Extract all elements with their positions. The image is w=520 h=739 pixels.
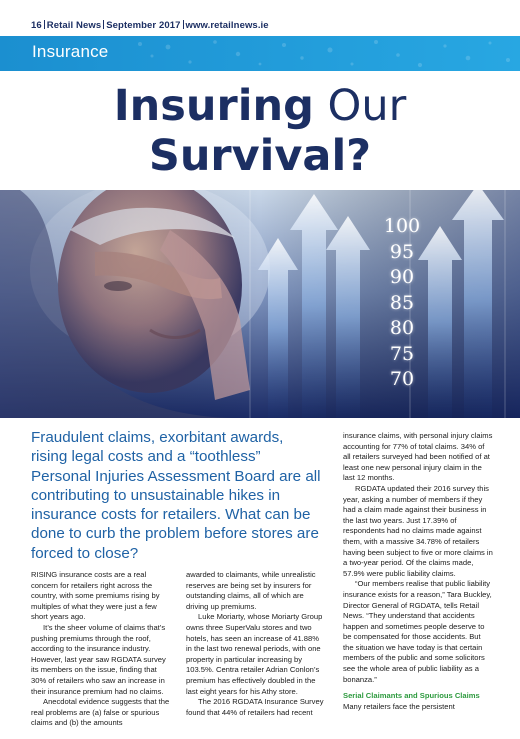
body-paragraph: Many retailers face the persistent [343,701,455,711]
body-paragraph: insurance claims, with personal injury claims accounting for 77% of total claims. 34% of all retailers surveyed had been notified of at least one new personal injury claim in the last 12 months. [343,431,493,483]
body-paragraph: It’s the sheer volume of claims that’s pushing premiums through the roof, according to the insurance industry. However, last year saw RGDATA survey its members on the issue, finding that 30% of retailers who saw an increase in their insurance premium had no claims. [31,622,166,696]
body-paragraph: “Our members realise that public liability insurance exists for a reason,” Tara Buckley, Director General of RGDATA, tells Retail News. “They understand that accidents happen and sometimes people deserve to be compensated for those accidents. But the situation we have today is that certain members of the public and some solicitors see the whole area of public liability as a bonanza.” [343,579,492,684]
page-header [31,20,269,31]
page-number: 16 [31,20,42,31]
body-column-2 [186,570,324,718]
scale-number: 90 [389,266,415,288]
hero-illustration [0,190,520,418]
header-divider [183,20,184,29]
header-divider [103,20,104,29]
scale-number: 70 [389,368,415,390]
header-divider [44,20,45,29]
hero-image [0,190,520,418]
section-label: Insurance [32,42,109,61]
body-column-3 [343,431,493,712]
body-column-1 [31,570,173,729]
scale-number: 85 [389,291,415,314]
scale-number: 80 [389,317,415,339]
body-paragraph: RGDATA updated their 2016 survey this year, asking a number of members if they had a claim made against their business in the last two years. Just 17.39% of respondents had no claims made against them, with a massive 34.78% of retailers having been subject to five or more claims in a two-year period. Of the claims made, 57.9% were public liability claims. [343,483,493,578]
headline-line-2: Survival? [148,131,372,181]
subheading: Serial Claimants and Spurious Claims [343,691,480,701]
scale-number: 95 [389,240,415,263]
scale-number: 100 [383,215,421,237]
body-paragraph: awarded to claimants, while unrealistic reserves are being set by insurers for outstanding claims, all of which are driving up premiums. [186,570,316,611]
hero-scale-numbers [378,214,426,393]
body-paragraph: Luke Moriarty, whose Moriarty Group owns three SuperValu stores and two hotels, has seen an increase of 41.88% in the last two renewal periods, with one property in particular increasing by 103.5%. Centra retailer Adrian Conlon’s premium has effectively doubled in the last eight years for his Athy store. [186,612,323,696]
headline-word-bold: Insuring [113,81,314,131]
body-paragraph: Anecdotal evidence suggests that the real problems are (a) false or spurious claims and (b) the amounts [31,697,170,728]
issue-date: September 2017 [106,20,181,31]
publication-name: Retail News [46,20,102,31]
website-link[interactable]: www.retailnews.ie [185,20,269,31]
section-banner [0,36,520,71]
body-paragraph: RISING insurance costs are a real concern for retailers right across the country, with some premiums rising by multiples of what they were just a few short years ago. [31,570,160,622]
scale-number: 75 [389,342,415,365]
body-paragraph: The 2016 RGDATA Insurance Survey found that 44% of retailers had recent [186,697,324,717]
headline-word-light: Our [327,81,407,131]
standfirst: Fraudulent claims, exorbitant awards, rising legal costs and a “toothless” Personal Injuries Assessment Board are all contributing to unsustainable hikes in insurance costs for retailers. What can be done to curb the problem before stores are forced to close? [31,429,321,562]
headline-line-1 [0,82,520,130]
